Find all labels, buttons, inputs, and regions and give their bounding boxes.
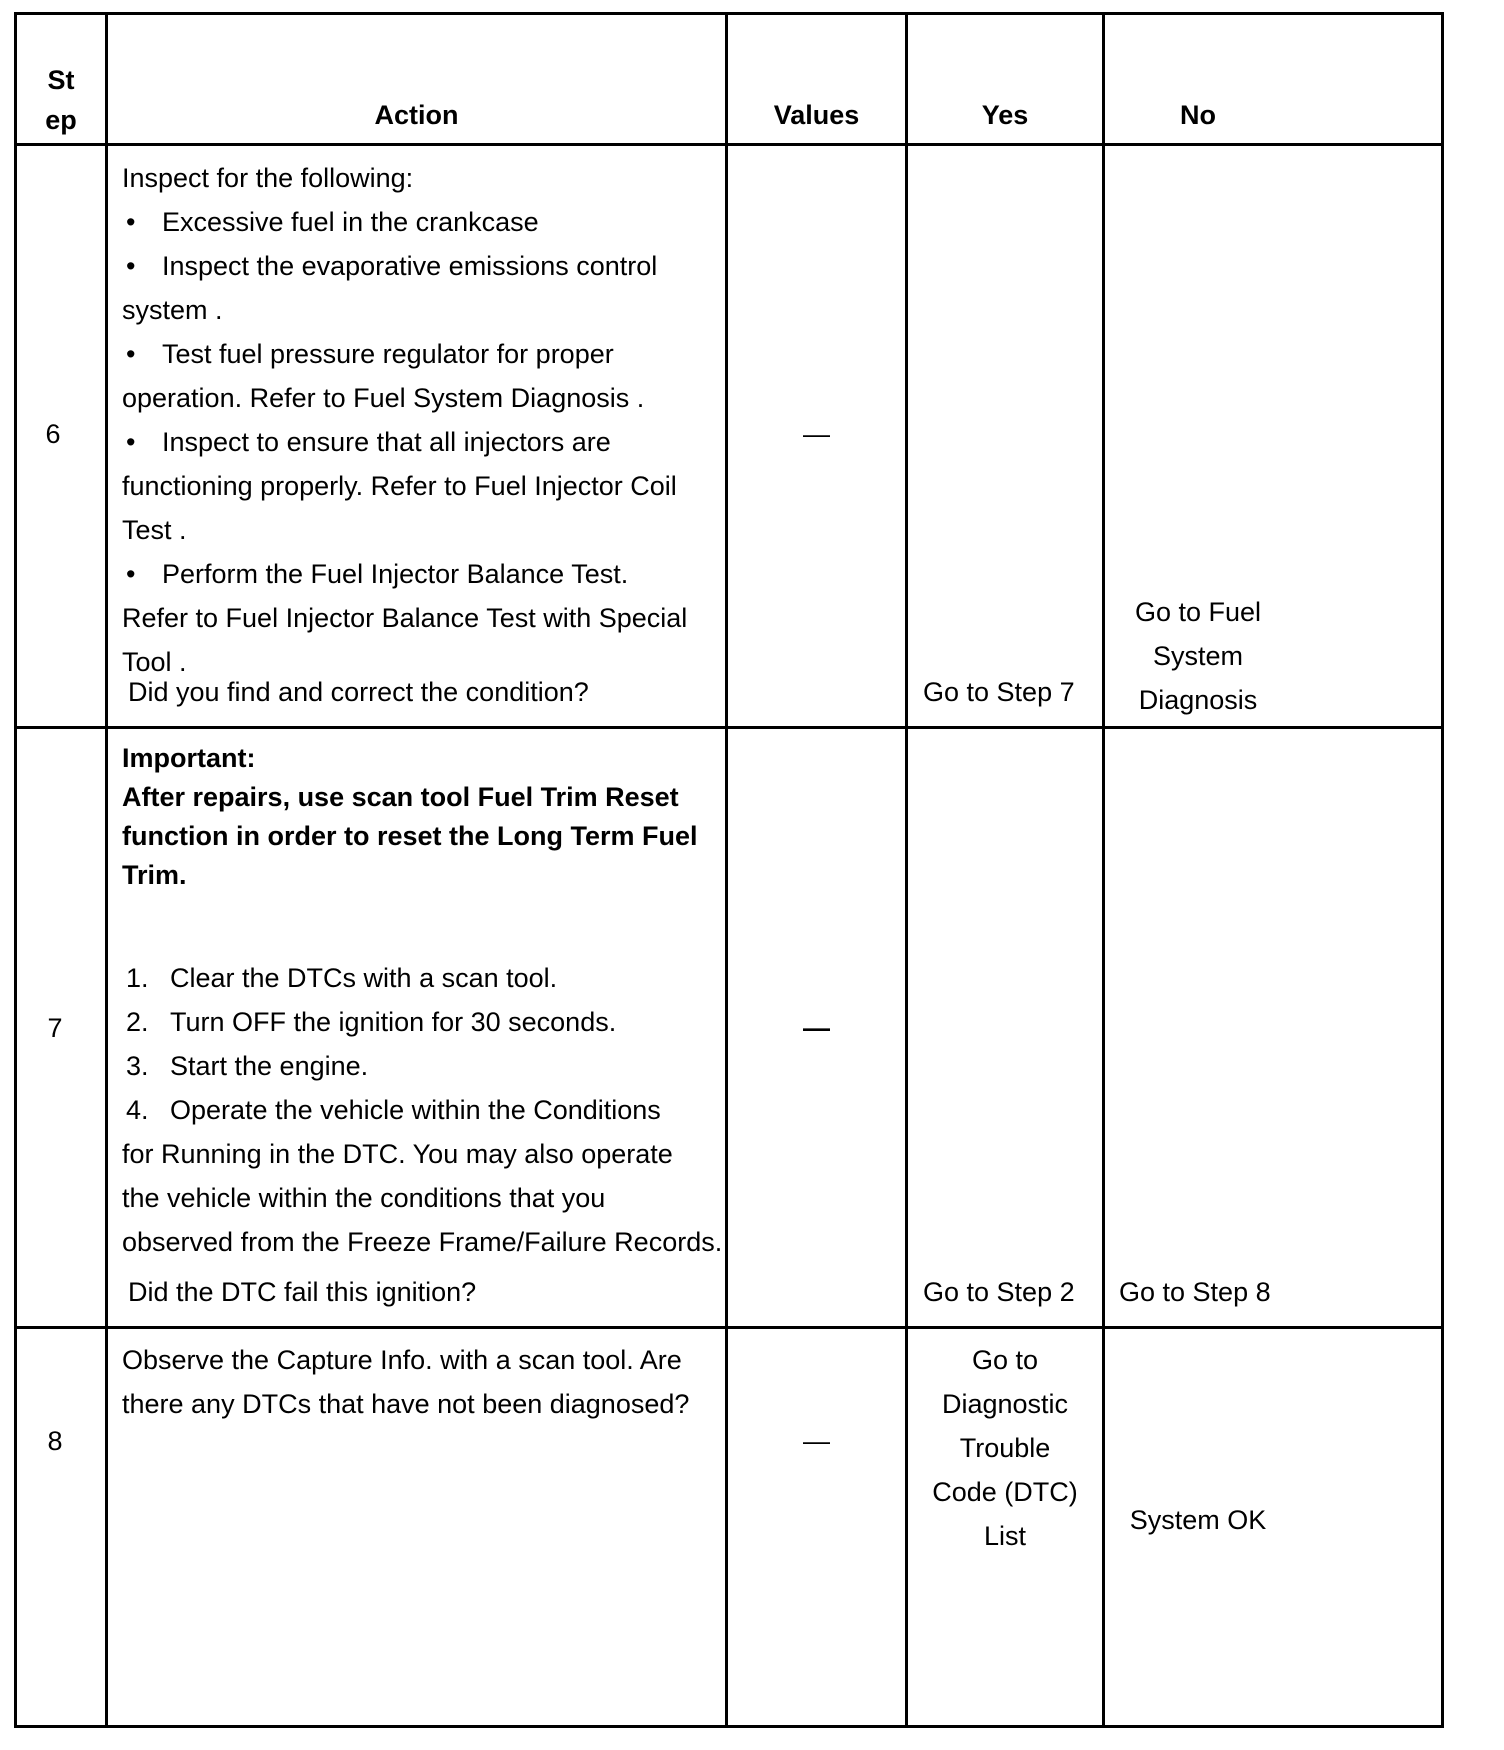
yes-cell: Go to Step 2 xyxy=(923,1277,1075,1307)
action-question: Did you find and correct the condition? xyxy=(128,677,589,707)
list-item: • Perform the Fuel Injector Balance Test. xyxy=(126,559,629,589)
values-cell: — xyxy=(803,1013,830,1043)
list-item: • Excessive fuel in the crankcase xyxy=(126,207,539,237)
col-divider-action xyxy=(725,15,728,1725)
list-item: 2. Turn OFF the ignition for 30 seconds. xyxy=(126,1007,617,1037)
action-intro: Inspect for the following: xyxy=(122,163,414,193)
list-item: 1. Clear the DTCs with a scan tool. xyxy=(126,963,558,993)
row-divider-6 xyxy=(17,726,1441,729)
yes-cell: Go to Diagnostic Trouble Code (DTC) List xyxy=(932,1345,1078,1551)
important-label: Important: xyxy=(122,743,256,773)
list-item-continuation: operation. Refer to Fuel System Diagnosis . xyxy=(122,383,645,413)
list-item-continuation: Test . xyxy=(122,515,187,545)
values-cell: — xyxy=(803,1426,830,1456)
no-cell: Go to Step 8 xyxy=(1119,1277,1271,1307)
action-question: Did the DTC fail this ignition? xyxy=(128,1277,477,1307)
action-cell: Observe the Capture Info. with a scan tool. Are there any DTCs that have not been diagnosed? xyxy=(122,1345,690,1419)
list-item-continuation: Refer to Fuel Injector Balance Test with Special xyxy=(122,603,688,633)
header-divider xyxy=(17,143,1441,146)
header-yes: Yes xyxy=(981,100,1029,130)
list-item: 4. Operate the vehicle within the Conditions xyxy=(126,1095,661,1125)
step-number: 8 xyxy=(47,1426,63,1456)
list-item-continuation: observed from the Freeze Frame/Failure Records. xyxy=(122,1227,723,1257)
header-action: Action xyxy=(374,100,459,130)
important-note: Important: After repairs, use scan tool Fuel Trim Reset function in order to reset the Long Term Fuel Trim. xyxy=(122,739,698,895)
list-item-continuation: Tool . xyxy=(122,647,187,677)
list-item: 3. Start the engine. xyxy=(126,1051,369,1081)
list-item-continuation: functioning properly. Refer to Fuel Injector Coil xyxy=(122,471,677,501)
no-cell: System OK xyxy=(1129,1505,1267,1535)
header-values: Values xyxy=(773,100,860,130)
list-item-continuation: system . xyxy=(122,295,223,325)
step-number: 7 xyxy=(47,1013,63,1043)
step-number: 6 xyxy=(45,419,61,449)
header-step: St ep xyxy=(45,65,77,135)
yes-cell: Go to Step 7 xyxy=(923,677,1075,707)
diagnostic-table xyxy=(14,12,1444,1728)
list-item: • Test fuel pressure regulator for proper xyxy=(126,339,614,369)
list-item-continuation: for Running in the DTC. You may also operate xyxy=(122,1139,673,1169)
col-divider-step xyxy=(105,15,108,1725)
values-cell: — xyxy=(803,419,830,449)
list-item: • Inspect to ensure that all injectors are xyxy=(126,427,611,457)
no-cell: Go to Fuel System Diagnosis xyxy=(1134,597,1262,715)
action-cell xyxy=(122,156,687,684)
procedure-list xyxy=(122,956,722,1264)
header-no: No xyxy=(1180,100,1216,130)
row-divider-7 xyxy=(17,1326,1441,1329)
list-item-continuation: the vehicle within the conditions that you xyxy=(122,1183,606,1213)
col-divider-yes xyxy=(1102,15,1105,1725)
list-item: • Inspect the evaporative emissions control xyxy=(126,251,658,281)
